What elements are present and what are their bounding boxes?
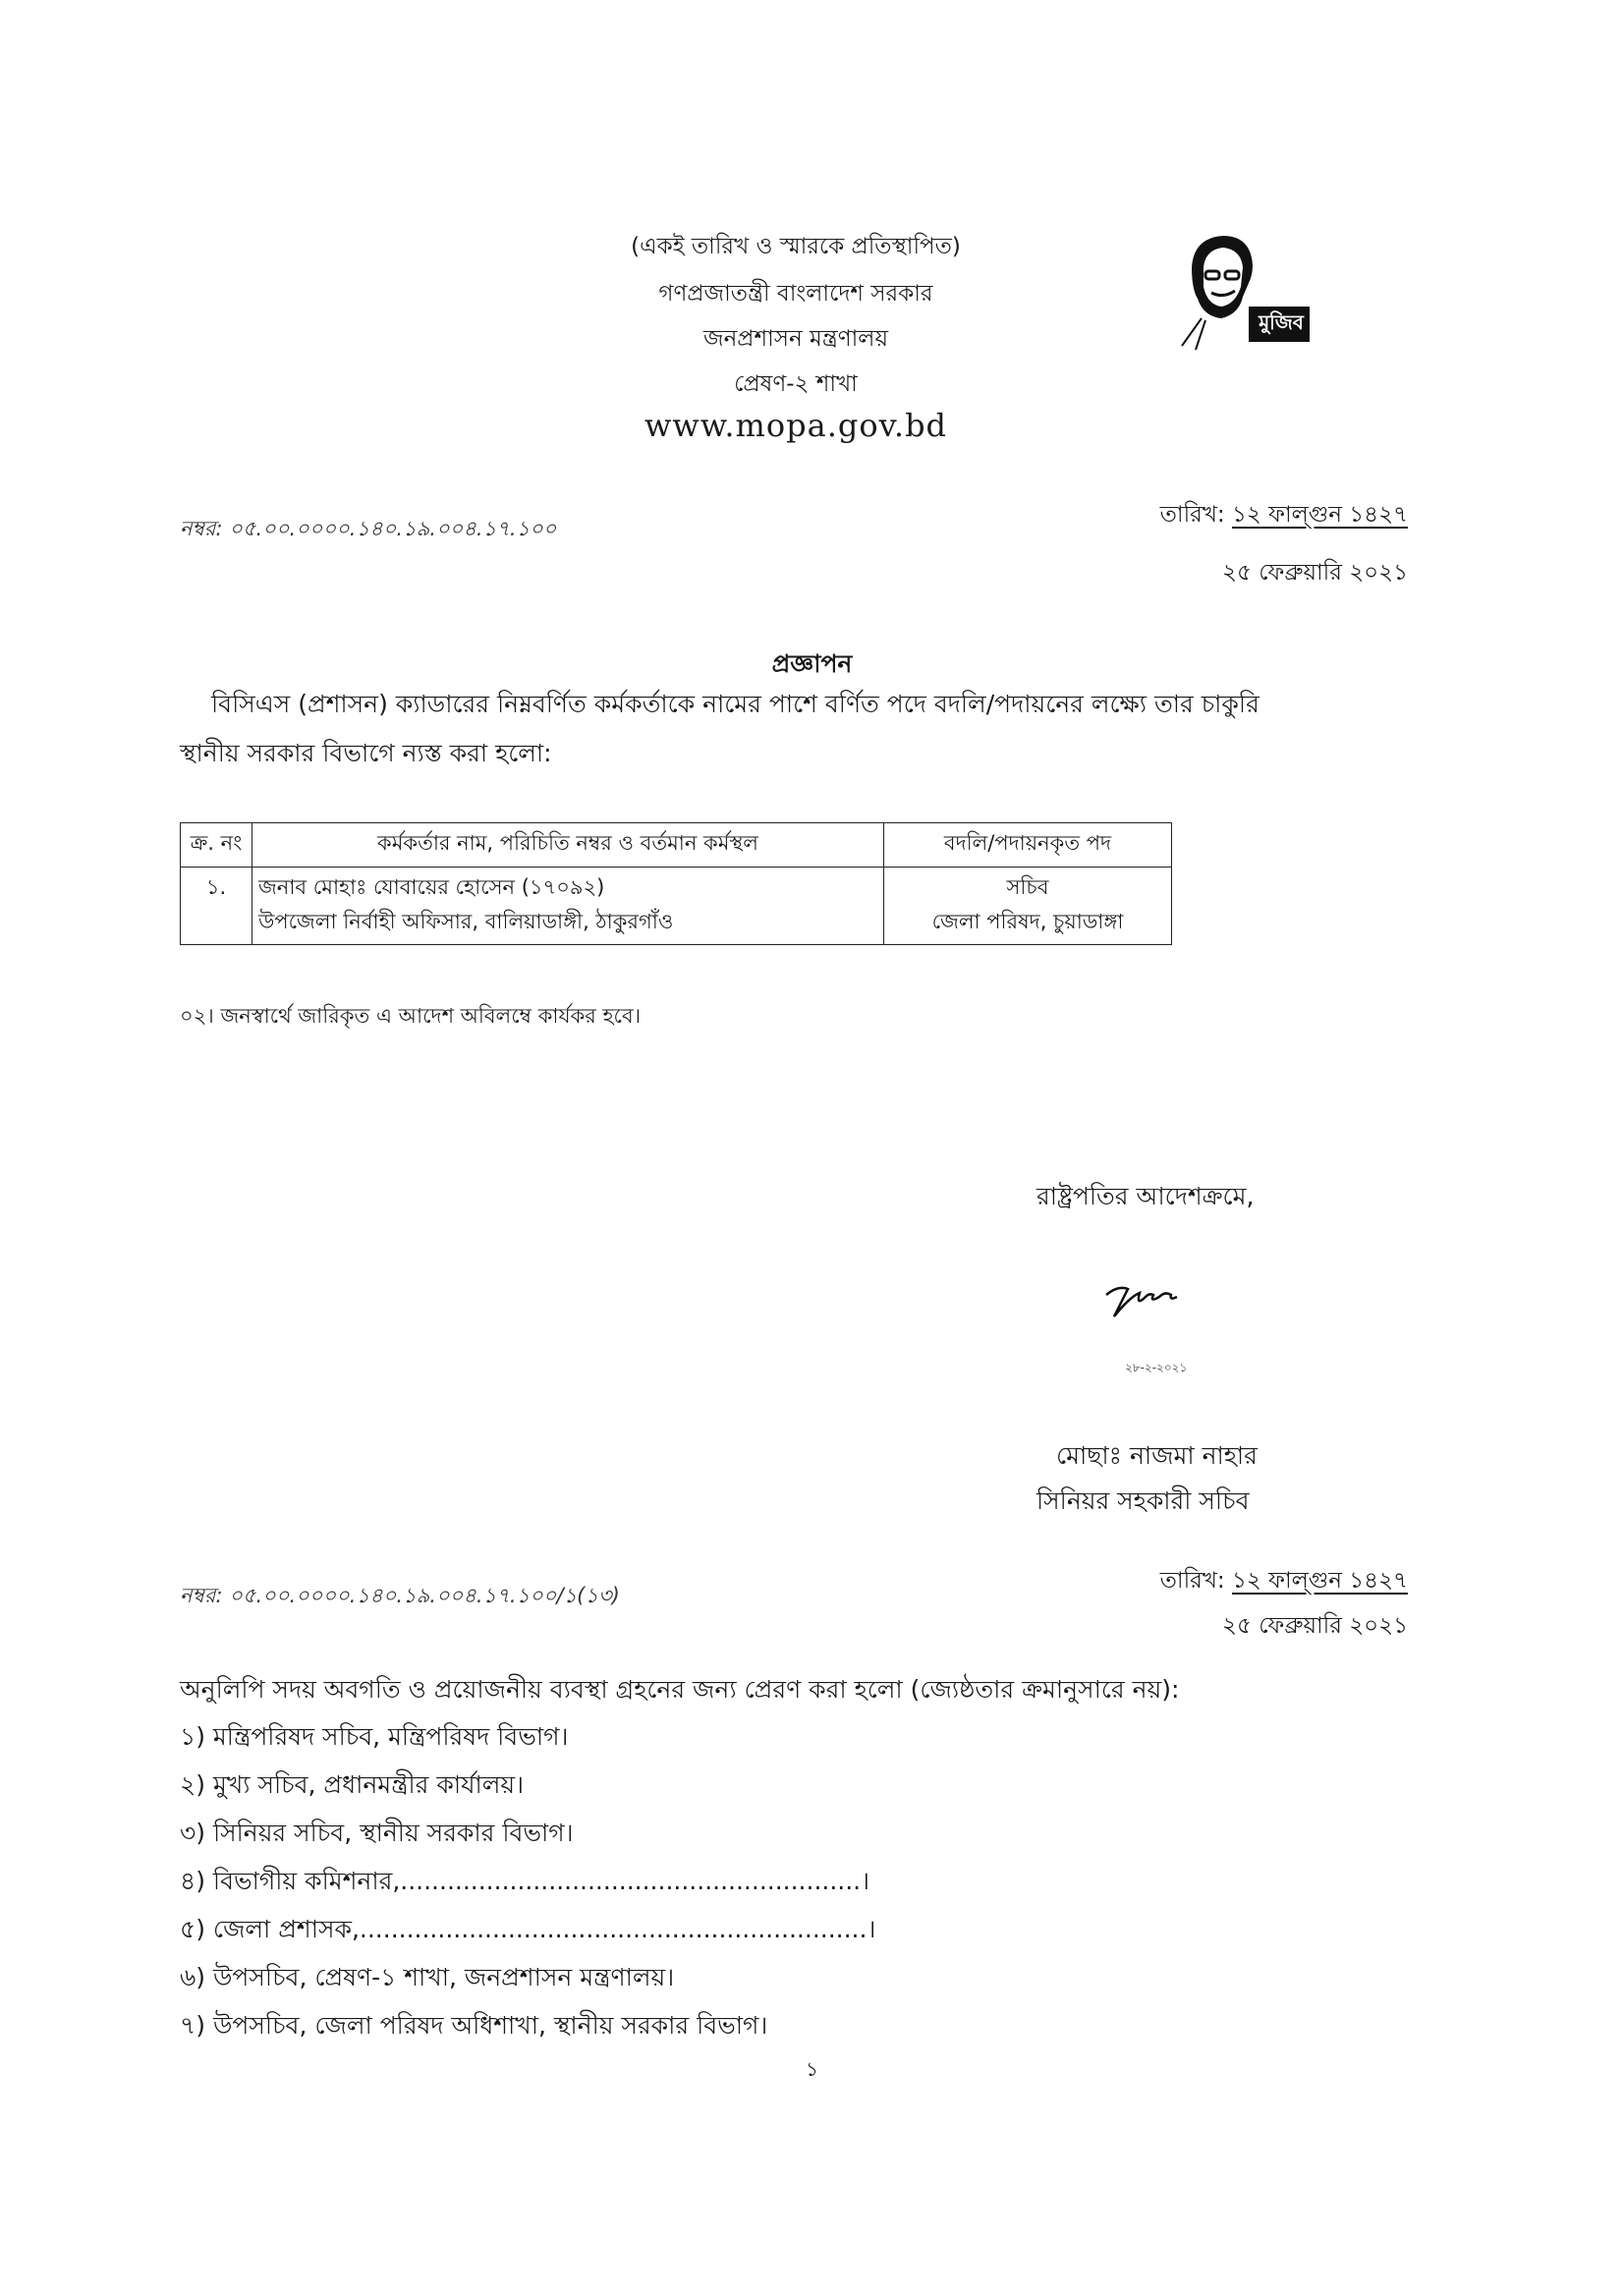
signatory-name: মোছাঃ নাজমা নাহার	[1056, 1441, 1258, 1470]
date-gregorian: ২৫ ফেব্রুয়ারি ২০২১	[1222, 560, 1408, 586]
notice-paragraph-line2: স্থানীয় সরকার বিভাগে ন্যস্ত করা হলো:	[180, 739, 552, 767]
post-cell	[884, 868, 1172, 945]
signature-icon	[1100, 1267, 1208, 1326]
copy-list-item: ৫) জেলা প্রশাসক,.................................................................।	[180, 1915, 876, 1943]
copy-memo-date	[1160, 1562, 1408, 1600]
copy-memo-number: নম্বর: ০৫.০০.০০০০.১৪০.১৯.০০৪.১৭.১০০/১(১৩)	[180, 1584, 620, 1607]
column-header-post: বদলি/পদায়নকৃত পদ	[884, 823, 1172, 868]
date-bangla: ১২ ফাল্গুন ১৪২৭	[1231, 502, 1408, 528]
table-header-row	[181, 823, 1172, 868]
copy-date-label: তারিখ:	[1159, 1568, 1225, 1594]
copy-date-gregorian: ২৫ ফেব্রুয়ারি ২০২১	[1222, 1613, 1408, 1639]
officer-cell	[252, 868, 884, 945]
copy-list-item: ২) মুখ্য সচিব, প্রধানমন্ত্রীর কার্যালয়।	[180, 1770, 525, 1799]
officer-current-post: উপজেলা নির্বাহী অফিসার, বালিয়াডাঙ্গী, ঠাকুরগাঁও	[258, 910, 674, 933]
signature-date: ২৮-২-২০২১	[1125, 1361, 1188, 1374]
officer-name: জনাব মোহাঃ যোবায়ের হোসেন (১৭০৯২)	[258, 875, 605, 899]
website-link[interactable]: www.mopa.gov.bd	[644, 407, 948, 444]
signatory-designation: সিনিয়র সহকারী সচিব	[1036, 1486, 1250, 1515]
date-label: তারিখ:	[1159, 502, 1225, 528]
table-row	[181, 868, 1172, 945]
government-name: গণপ্রজাতন্ত্রী বাংলাদেশ সরকার	[658, 281, 933, 307]
column-header-serial: ক্র. নং	[181, 823, 252, 868]
copy-list-item: ৩) সিনিয়র সচিব, স্থানীয় সরকার বিভাগ।	[180, 1819, 574, 1847]
by-order-text: রাষ্ট্রপতির আদেশক্রমে,	[1036, 1182, 1255, 1210]
memo-date	[1160, 496, 1408, 534]
copy-date-bangla: ১২ ফাল্গুন ১৪২৭	[1231, 1568, 1408, 1594]
new-post-title: সচিব	[1006, 875, 1049, 899]
copy-list-item: ৪) বিভাগীয় কমিশনার,...........................................................।	[180, 1867, 870, 1895]
page-number: ১	[806, 2057, 818, 2081]
new-post-office: জেলা পরিষদ, চুয়াডাঙ্গা	[931, 910, 1124, 933]
mujib-logo	[1162, 228, 1349, 356]
copy-list-item: ৬) উপসচিব, প্রেষণ-১ শাখা, জনপ্রশাসন মন্ত্রণালয়।	[180, 1963, 675, 1991]
copy-list-item: ১) মন্ত্রিপরিষদ সচিব, মন্ত্রিপরিষদ বিভাগ।	[180, 1722, 569, 1751]
clause-2: ০২। জনস্বার্থে জারিকৃত এ আদেশ অবিলম্বে কার্যকর হবে।	[180, 1004, 642, 1028]
notice-paragraph-line1: বিসিএস (প্রশাসন) ক্যাডারের নিম্নবর্ণিত কর্মকর্তাকে নামের পাশে বর্ণিত পদে বদলি/পদায়নের লক্ষ্যে তার চাকুরি	[211, 690, 1260, 718]
copy-list-item: ৭) উপসচিব, জেলা পরিষদ অধিশাখা, স্থানীয় সরকার বিভাগ।	[180, 2011, 768, 2040]
copy-list-intro: অনুলিপি সদয় অবগতি ও প্রয়োজনীয় ব্যবস্থা গ্রহনের জন্য প্রেরণ করা হলো (জ্যেষ্ঠতার ক্রমানুসারে নয়):	[180, 1675, 1180, 1704]
branch-name: প্রেষণ-২ শাখা	[734, 371, 858, 397]
replacement-note: (একই তারিখ ও স্মারকে প্রতিস্থাপিত)	[631, 234, 961, 259]
column-header-officer: কর্মকর্তার নাম, পরিচিতি নম্বর ও বর্তমান কর্মস্থল	[252, 823, 884, 868]
logo-text: মুজিব	[1259, 310, 1304, 334]
ministry-name: জনপ্রশাসন মন্ত্রণালয়	[703, 326, 888, 352]
serial-cell: ১.	[181, 868, 252, 945]
memo-number: নম্বর: ০৫.০০.০০০০.১৪০.১৯.০০৪.১৭.১০০	[180, 517, 557, 540]
officer-table	[180, 822, 1172, 945]
notice-title: প্রজ্ঞাপন	[771, 649, 853, 678]
